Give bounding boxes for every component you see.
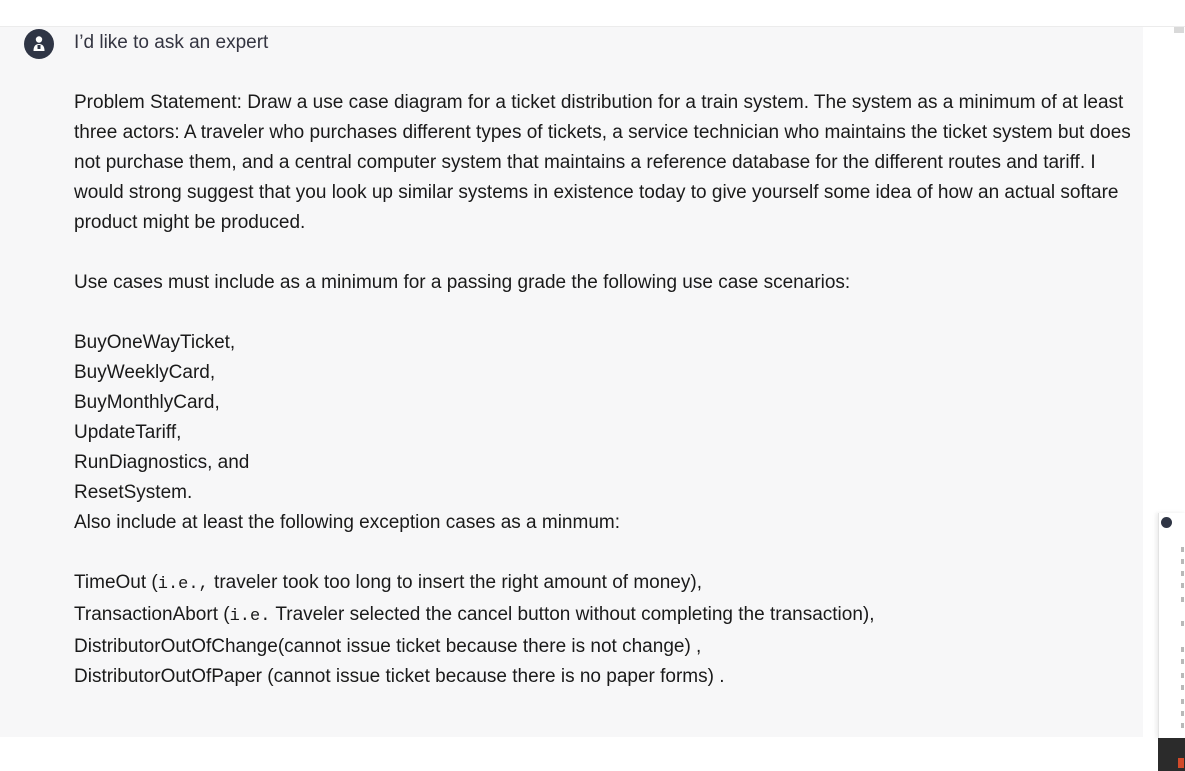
minimap-line [1181,621,1184,626]
minimap-line [1181,711,1184,716]
problem-statement: Problem Statement: Draw a use case diagram for a ticket distribution for a train system. The system as a minimum of at least three actors: A traveler who purchases different types of tickets, a service technician who maintains the ticket system but does not purchase them, and a central computer system that maintains a reference database for the different routes and tariff. I would strong suggest that you look up similar systems in existence today to give yourself some idea of how an actual softare product might be produced. [74,92,1131,233]
bottom-corner-widget[interactable] [1158,738,1185,771]
exception-item: DistributorOutOfPaper (cannot issue ticket because there is no paper forms) . [74,666,725,687]
exception-item: DistributorOutOfChange(cannot issue ticket because there is not change) , [74,636,702,657]
scrollbar-thumb[interactable] [1174,27,1184,33]
minimap-line [1181,685,1184,690]
top-bar [0,0,1185,27]
minimap-line [1181,597,1184,602]
use-cases-intro: Use cases must include as a minimum for a passing grade the following use case scenarios: [74,272,851,293]
minimap-line [1181,673,1184,678]
minimap-preview[interactable] [1158,513,1185,738]
mini-avatar-icon [1161,517,1172,528]
minimap-line [1181,583,1184,588]
use-case-item: BuyOneWayTicket, [74,332,236,353]
minimap-line [1181,699,1184,704]
use-case-item: RunDiagnostics, and [74,452,250,473]
message-body [74,88,1136,692]
person-icon [32,35,46,53]
use-case-item: ResetSystem. [74,482,193,503]
chat-message-panel [0,27,1143,737]
user-avatar-icon [24,29,54,59]
use-case-item: BuyMonthlyCard, [74,392,220,413]
use-case-item: UpdateTariff, [74,422,182,443]
minimap-line [1181,647,1184,652]
corner-badge-icon [1178,758,1184,768]
prompt-title: I’d like to ask an expert [74,32,269,53]
exception-item: TransactionAbort (i.e. Traveler selected the cancel button without completing the transaction), [74,604,875,626]
exception-item: TimeOut (i.e., traveler took too long to insert the right amount of money), [74,572,702,594]
minimap-line [1181,659,1184,664]
minimap-line [1181,559,1184,564]
exceptions-intro: Also include at least the following exception cases as a minmum: [74,512,620,533]
minimap-line [1181,547,1184,552]
minimap-line [1181,723,1184,728]
minimap-line [1181,571,1184,576]
use-case-item: BuyWeeklyCard, [74,362,216,383]
